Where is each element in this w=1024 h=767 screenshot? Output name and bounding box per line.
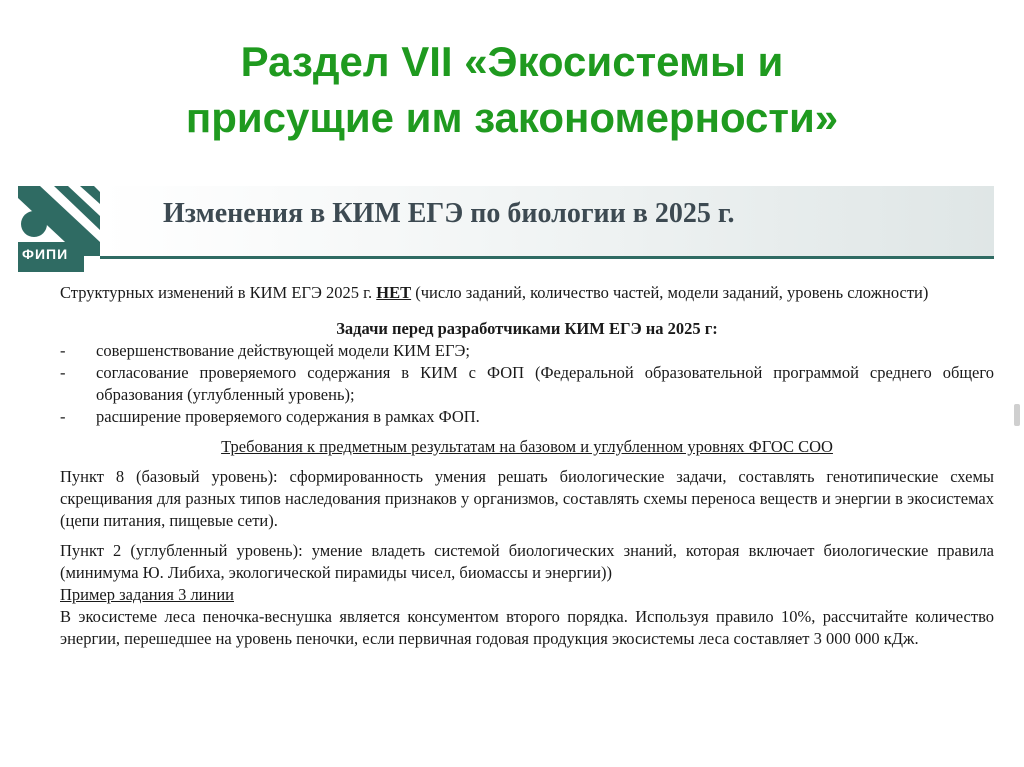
- slide-title: [40, 34, 984, 146]
- example-title: Пример задания 3 линии: [60, 585, 234, 604]
- task-dash: -: [60, 341, 66, 360]
- slide-title-line-1: Раздел VII «Экосистемы и: [240, 38, 784, 85]
- point-2-paragraph: Пункт 2 (углубленный уровень): умение владеть системой биологических знаний, которая включает биологические правила (минимума Ю. Либиха, экологической пирамиды чисел, биомассы и энергии)): [60, 541, 994, 582]
- task-dash: -: [60, 407, 66, 426]
- task-item: [60, 406, 994, 428]
- example-text: В экосистеме леса пеночка-веснушка является консументом второго порядка. Используя правило 10%, рассчитайте количество энергии, перешедшее на уровень пеночки, если первичная годовая продукция экосистемы леса составляет 3 000 000 кДж.: [60, 607, 994, 648]
- task-text: расширение проверяемого содержания в рамках ФОП.: [96, 407, 480, 426]
- scroll-handle: [1014, 404, 1020, 426]
- structural-suffix: (число заданий, количество частей, модели заданий, уровень сложности): [411, 283, 929, 302]
- slide-title-line-2: присущие им закономерности»: [185, 94, 839, 141]
- task-text: совершенствование действующей модели КИМ ЕГЭ;: [96, 341, 470, 360]
- tasks-title: Задачи перед разработчиками КИМ ЕГЭ на 2025 г:: [336, 319, 718, 338]
- structural-changes-paragraph: [60, 282, 994, 304]
- task-item: [60, 340, 994, 362]
- structural-none: НЕТ: [376, 283, 412, 302]
- task-item: [60, 362, 994, 406]
- fipi-logo: [18, 186, 100, 272]
- document-header: [18, 186, 994, 272]
- task-dash: -: [60, 363, 66, 382]
- task-text: согласование проверяемого содержания в КИМ с ФОП (Федеральной образовательной программой среднего общего образования (углубленный уровень);: [96, 363, 994, 404]
- logo-text: ФИПИ: [22, 246, 69, 262]
- document-body: [60, 282, 994, 650]
- document-heading: Изменения в КИМ ЕГЭ по биологии в 2025 г.: [163, 198, 735, 229]
- document-image: [18, 186, 994, 738]
- structural-prefix: Структурных изменений в КИМ ЕГЭ 2025 г.: [60, 283, 377, 302]
- requirements-title: Требования к предметным результатам на базовом и углубленном уровнях ФГОС СОО: [221, 437, 833, 456]
- point-8-paragraph: Пункт 8 (базовый уровень): сформированность умения решать биологические задачи, составлять генотипические схемы скрещивания для разных типов наследования признаков у организмов, составлять схемы переноса веществ и энергии в экосистемах (цепи питания, пищевые сети).: [60, 467, 994, 530]
- header-rule: [100, 256, 994, 259]
